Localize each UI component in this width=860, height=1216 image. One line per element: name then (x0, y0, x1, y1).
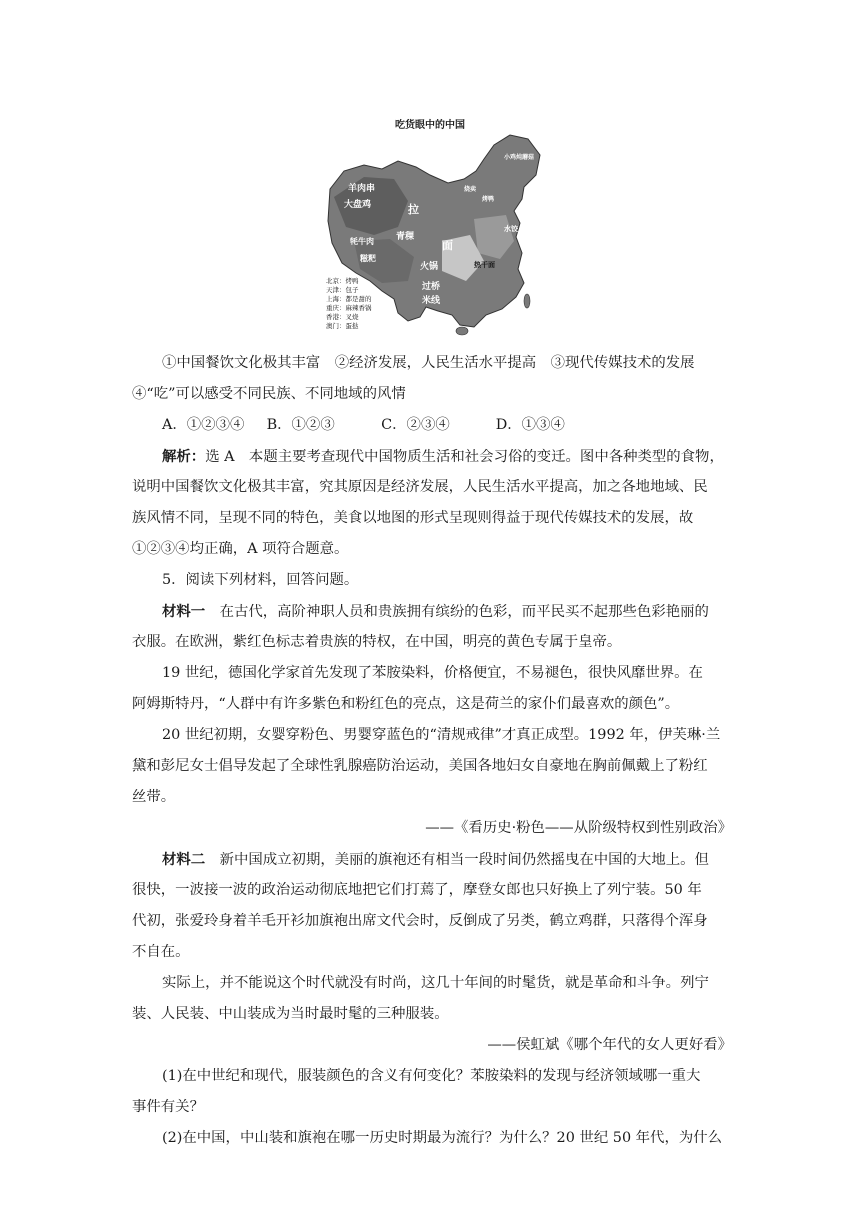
hainan-island-shape (456, 327, 468, 335)
map-label-xiaojidunmogu: 小鸡炖蘑菇 (504, 154, 535, 161)
map-label-maoniurou: 牦牛肉 (350, 237, 374, 246)
material-2-text: 新中国成立初期，美丽的旗袍还有相当一段时间仍然摇曳在中国的大地上。但 (219, 852, 709, 868)
material-2-line: 实际上，并不能说这个时代就没有时尚，这几十年间的时髦货，就是革命和斗争。列宁 (162, 975, 709, 991)
map-label-ciba: 糍粑 (360, 254, 376, 263)
map-legend-line: 重庆：麻辣香锅 (326, 304, 372, 312)
material-1-line: 丝带。 (132, 789, 176, 805)
q4-statement-1: ①中国餐饮文化极其丰富 (162, 355, 321, 371)
material-2-first-line (132, 844, 732, 875)
map-legend-line: 香港：叉烧 (326, 313, 359, 321)
q4-analysis-label: 解析： (162, 448, 206, 465)
material-1-first-line (132, 596, 732, 627)
q4-analysis-text: 选 A 本题主要考查现代中国物质生活和社会习俗的变迁。图中各种类型的食物， (205, 449, 724, 465)
map-label-mixian: 米线 (422, 296, 441, 306)
map-label-huoguo: 火锅 (420, 262, 439, 272)
q4-options (132, 410, 732, 441)
question-line: 事件有关？ (132, 1099, 204, 1115)
material-1-source: ——《看历史·粉色——从阶级特权到性别政治》 (425, 820, 732, 836)
map-legend-line: 北京：烤鸭 (326, 277, 359, 285)
china-food-map (324, 131, 546, 337)
question-line: (1)在中世纪和现代，服装颜色的含义有何变化？苯胺染料的发现与经济领域哪一重大 (162, 1068, 701, 1084)
q4-option-a: A．①②③④ (162, 417, 245, 433)
map-label-shuijiao: 水饺 (504, 225, 518, 233)
map-legend-line: 天津：包子 (326, 286, 359, 294)
map-label-mian: 面 (442, 239, 453, 252)
q4-statement-4: ④“吃”可以感受不同民族、不同地域的风情 (132, 386, 406, 402)
map-label-reganmian: 热干面 (474, 261, 495, 269)
map-label-guoqiao: 过桥 (422, 282, 441, 292)
taiwan-island-shape (524, 294, 530, 308)
q4-analysis-line: 族风情不同，呈现不同的特色，美食以地图的形式呈现则得益于现代传媒技术的发展，故 (132, 510, 694, 526)
q4-analysis-line: 说明中国餐饮文化极其丰富，究其原因是经济发展，人民生活水平提高，加之各地地域、民 (132, 479, 708, 495)
material-1-text: 在古代，高阶神职人员和贵族拥有缤纷的色彩，而平民买不起那些色彩艳丽的 (219, 604, 709, 620)
map-title: 吃货眼中的中国 (395, 120, 465, 131)
question-4-body (132, 348, 732, 1154)
map-legend-line: 澳门：蛋挞 (326, 322, 359, 330)
material-1-line: 衣服。在欧洲，紫红色标志着贵族的特权，在中国，明亮的黄色专属于皇帝。 (132, 634, 622, 650)
material-1-line: 20 世纪初期，女婴穿粉色、男婴穿蓝色的“清规戒律”才真正成型。1992 年，伊芙琳·兰 (162, 727, 721, 743)
material-2-label: 材料二 (162, 851, 206, 868)
q4-option-d: D．①③④ (495, 417, 565, 433)
q4-statement-2: ②经济发展，人民生活水平提高 (334, 355, 537, 371)
q4-statement-3: ③现代传媒技术的发展 (550, 355, 695, 371)
material-1-label: 材料一 (162, 603, 206, 620)
map-label-la: 拉 (408, 203, 419, 216)
material-1-line: 黛和彭尼女士倡导发起了全球性乳腺癌防治运动，美国各地妇女自豪地在胸前佩戴上了粉红 (132, 758, 708, 774)
q4-analysis-line (132, 441, 732, 472)
food-map-figure (324, 131, 546, 337)
material-2-line: 很快，一波接一波的政治运动彻底地把它们打蔫了，摩登女郎也只好换上了列宁装。50 年 (132, 882, 702, 898)
material-2-line: 不自在。 (132, 944, 190, 960)
question-line: (2)在中国，中山装和旗袍在哪一历史时期最为流行？为什么？20 世纪 50 年代，为什么 (162, 1130, 723, 1146)
q5-prompt: 5．阅读下列材料，回答问题。 (162, 572, 359, 588)
q4-option-b: B．①②③ (266, 417, 335, 433)
map-legend-line: 上海：都是甜的 (326, 295, 372, 303)
map-label-dapanji: 大盘鸡 (344, 200, 372, 210)
map-label-shaomai: 烧卖 (464, 186, 477, 193)
material-2-source: ——侯虹斌《哪个年代的女人更好看》 (487, 1037, 732, 1053)
q4-statements-line (132, 348, 732, 379)
map-label-qingke: 青稞 (396, 232, 415, 242)
q4-analysis-line: ①②③④均正确，A 项符合题意。 (132, 541, 349, 557)
material-1-line: 阿姆斯特丹，“人群中有许多紫色和粉红色的亮点，这是荷兰的家仆们最喜欢的颜色”。 (132, 696, 680, 712)
material-2-line: 装、人民装、中山装成为当时最时髦的三种服装。 (132, 1006, 449, 1022)
map-label-yangrouchuan: 羊肉串 (348, 184, 376, 194)
map-label-kaoya: 烤鸭 (482, 196, 495, 203)
q4-option-c: C．②③④ (381, 417, 450, 433)
material-2-line: 代初，张爱玲身着羊毛开衫加旗袍出席文代会时，反倒成了另类，鹤立鸡群，只落得个浑身 (132, 913, 708, 929)
material-1-line: 19 世纪，德国化学家首先发现了苯胺染料，价格便宜，不易褪色，很快风靡世界。在 (162, 665, 703, 681)
